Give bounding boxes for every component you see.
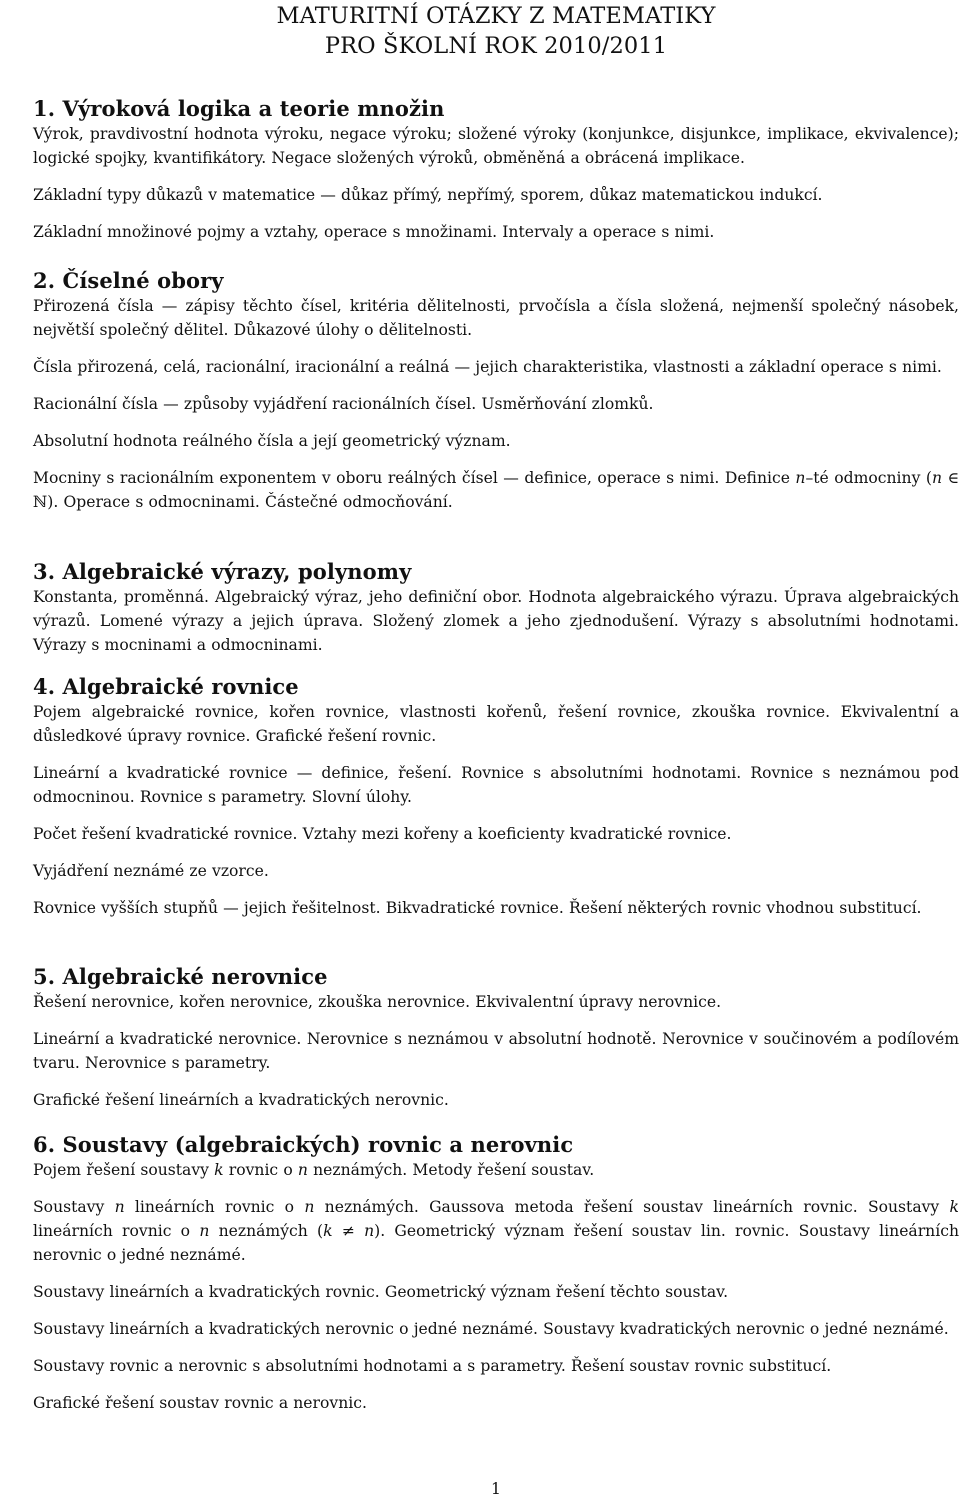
document-page: [33, 0, 959, 1500]
section-paragraph: Základní typy důkazů v matematice — důkaz přímý, nepřímý, sporem, důkaz matematickou indukcí.: [33, 186, 823, 204]
section-paragraph: Rovnice vyšších stupňů — jejich řešitelnost. Bikvadratické rovnice. Řešení některých rovnic vhodnou substitucí.: [33, 899, 922, 917]
section-paragraph: Grafické řešení lineárních a kvadratických nerovnic.: [33, 1091, 449, 1109]
section-5: [33, 964, 959, 1112]
section-paragraph: Racionální čísla — způsoby vyjádření racionálních čísel. Usměrňování zlomků.: [33, 395, 654, 413]
section-paragraph: Lineární a kvadratické rovnice — definice, řešení. Rovnice s absolutními hodnotami. Rovnice s neznámou pod odmocninou. Rovnice s parametry. Slovní úlohy.: [33, 764, 959, 806]
section-paragraph: Soustavy n lineárních rovnic o n neznámých. Gaussova metoda řešení soustav lineárních rovnic. Soustavy k lineárních rovnic o n neznámých (k ≠ n). Geometrický význam řešení soustav lin. rovnic. Soustavy lineárních nerovnic o jedné neznámé.: [33, 1198, 959, 1264]
section-heading: 5. Algebraické nerovnice: [33, 964, 328, 989]
section-2: [33, 268, 959, 514]
section-paragraph: Čísla přirozená, celá, racionální, iracionální a reálná — jejich charakteristika, vlastnosti a základní operace s nimi.: [33, 358, 942, 376]
section-heading: 6. Soustavy (algebraických) rovnic a nerovnic: [33, 1132, 574, 1157]
section-paragraph: Počet řešení kvadratické rovnice. Vztahy mezi kořeny a koeficienty kvadratické rovnice.: [33, 825, 732, 843]
section-4: [33, 674, 959, 920]
section-paragraph: Konstanta, proměnná. Algebraický výraz, jeho definiční obor. Hodnota algebraického výrazu. Úprava algebraických výrazů. Lomené výrazy a jejich úprava. Složený zlomek a jeho zjednodušení. Výrazy s absolutními hodnotami. Výrazy s mocninami a odmocninami.: [33, 588, 959, 654]
section-paragraph: Vyjádření neznámé ze vzorce.: [33, 862, 269, 880]
section-paragraph: Základní množinové pojmy a vztahy, operace s množinami. Intervaly a operace s nimi.: [33, 223, 715, 241]
title-line-2: PRO ŠKOLNÍ ROK 2010/2011: [324, 33, 668, 59]
section-paragraph: Soustavy lineárních a kvadratických nerovnic o jedné neznámé. Soustavy kvadratických nerovnic o jedné neznámé.: [33, 1320, 949, 1338]
section-paragraph: Pojem algebraické rovnice, kořen rovnice, vlastnosti kořenů, řešení rovnice, zkouška rovnice. Ekvivalentní a důsledkové úpravy rovnice. Grafické řešení rovnic.: [33, 703, 959, 745]
section-heading: 2. Číselné obory: [33, 268, 224, 293]
section-paragraph: Soustavy rovnic a nerovnic s absolutními hodnotami a s parametry. Řešení soustav rovnic substitucí.: [33, 1357, 832, 1375]
section-paragraph: Grafické řešení soustav rovnic a nerovnic.: [33, 1394, 367, 1412]
section-1: [33, 96, 959, 244]
document-title: [33, 1, 959, 61]
section-paragraph: Absolutní hodnota reálného čísla a její geometrický význam.: [33, 432, 511, 450]
section-heading: 3. Algebraické výrazy, polynomy: [33, 559, 412, 584]
section-heading: 1. Výroková logika a teorie množin: [33, 96, 445, 121]
section-paragraph: Přirozená čísla — zápisy těchto čísel, kritéria dělitelnosti, prvočísla a čísla složená, nejmenší společný násobek, největší společný dělitel. Důkazové úlohy o dělitelnosti.: [33, 297, 959, 339]
page-number: 1: [491, 1480, 501, 1498]
section-6: [33, 1132, 959, 1415]
section-paragraph: Výrok, pravdivostní hodnota výroku, negace výroku; složené výroky (konjunkce, disjunkce, implikace, ekvivalence); logické spojky, kvantifikátory. Negace složených výroků, obměněná a obrácená implikace.: [33, 125, 959, 167]
section-paragraph: Pojem řešení soustavy k rovnic o n neznámých. Metody řešení soustav.: [33, 1161, 595, 1179]
section-3: [33, 559, 959, 657]
section-heading: 4. Algebraické rovnice: [33, 674, 299, 699]
section-paragraph: Řešení nerovnice, kořen nerovnice, zkouška nerovnice. Ekvivalentní úpravy nerovnice.: [33, 993, 722, 1011]
section-paragraph: Mocniny s racionálním exponentem v oboru reálných čísel — definice, operace s nimi. Definice n–té odmocniny (n ∈ ℕ). Operace s odmocninami. Částečné odmocňování.: [33, 469, 959, 511]
title-line-1: MATURITNÍ OTÁZKY Z MATEMATIKY: [276, 3, 716, 29]
section-paragraph: Lineární a kvadratické nerovnice. Nerovnice s neznámou v absolutní hodnotě. Nerovnice v součinovém a podílovém tvaru. Nerovnice s parametry.: [33, 1030, 959, 1072]
section-paragraph: Soustavy lineárních a kvadratických rovnic. Geometrický význam řešení těchto soustav.: [33, 1283, 729, 1301]
